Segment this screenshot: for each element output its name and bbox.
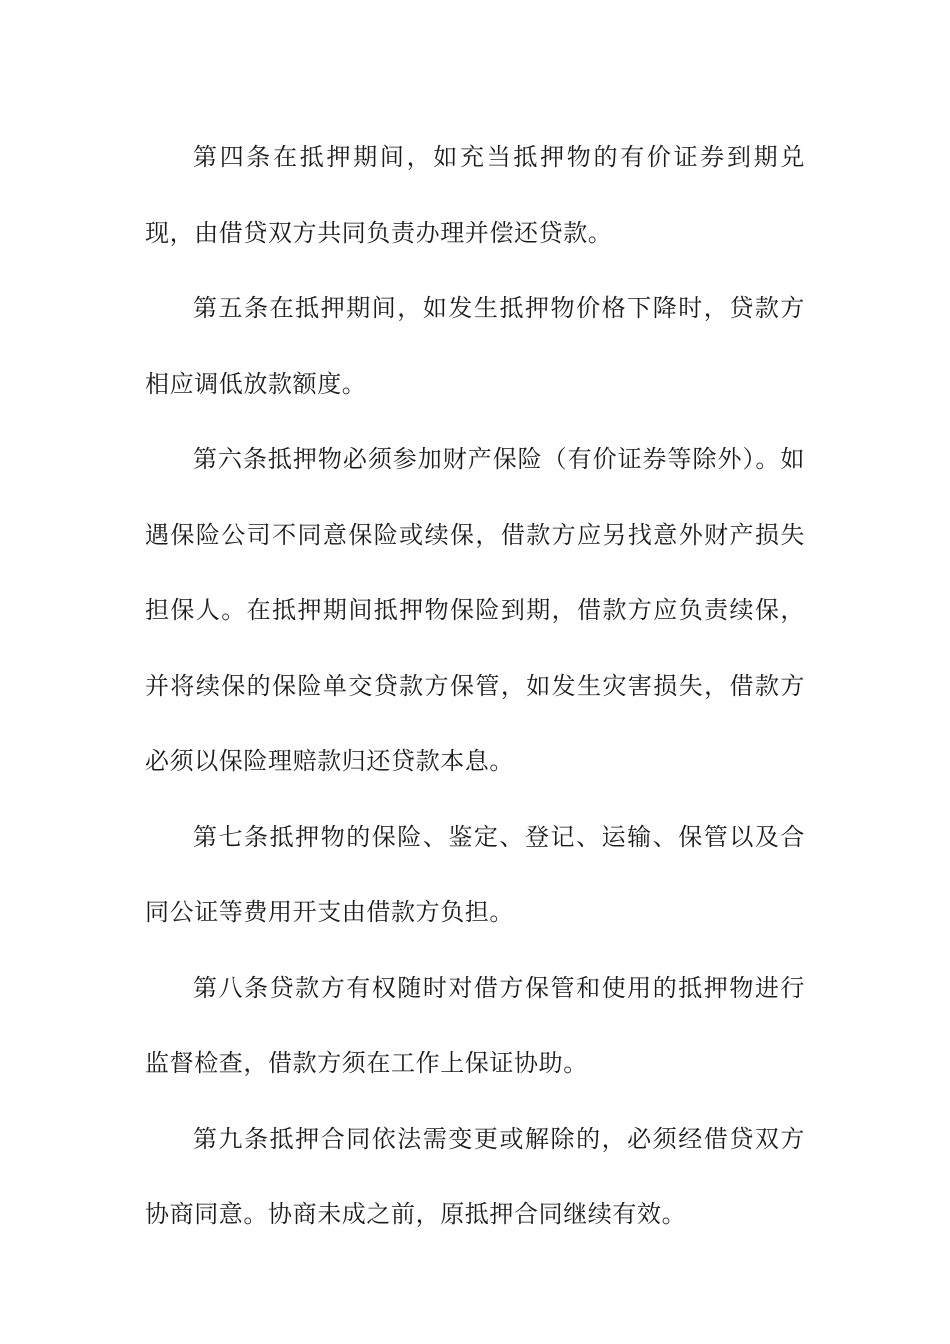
- document-body: [145, 120, 805, 1253]
- paragraph-article-9: 第九条抵押合同依法需变更或解除的，必须经借贷双方协商同意。协商未成之前，原抵押合同继续有效。: [145, 1124, 805, 1228]
- paragraph-article-5: 第五条在抵押期间，如发生抵押物价格下降时，贷款方相应调低放款额度。: [145, 294, 805, 398]
- paragraph-article-4: 第四条在抵押期间，如充当抵押物的有价证券到期兑现，由借贷双方共同负责办理并偿还贷款。: [145, 143, 805, 247]
- paragraph-article-8: 第八条贷款方有权随时对借方保管和使用的抵押物进行监督检查，借款方须在工作上保证协助。: [145, 973, 805, 1077]
- paragraph-article-6: 第六条抵押物必须参加财产保险（有价证券等除外）。如遇保险公司不同意保险或续保，借款方应另找意外财产损失担保人。在抵押期间抵押物保险到期，借款方应负责续保，并将续保的保险单交贷款方保管，如发生灾害损失，借款方必须以保险理赔款归还贷款本息。: [145, 445, 805, 775]
- paragraph-article-7: 第七条抵押物的保险、鉴定、登记、运输、保管以及合同公证等费用开支由借款方负担。: [145, 822, 805, 926]
